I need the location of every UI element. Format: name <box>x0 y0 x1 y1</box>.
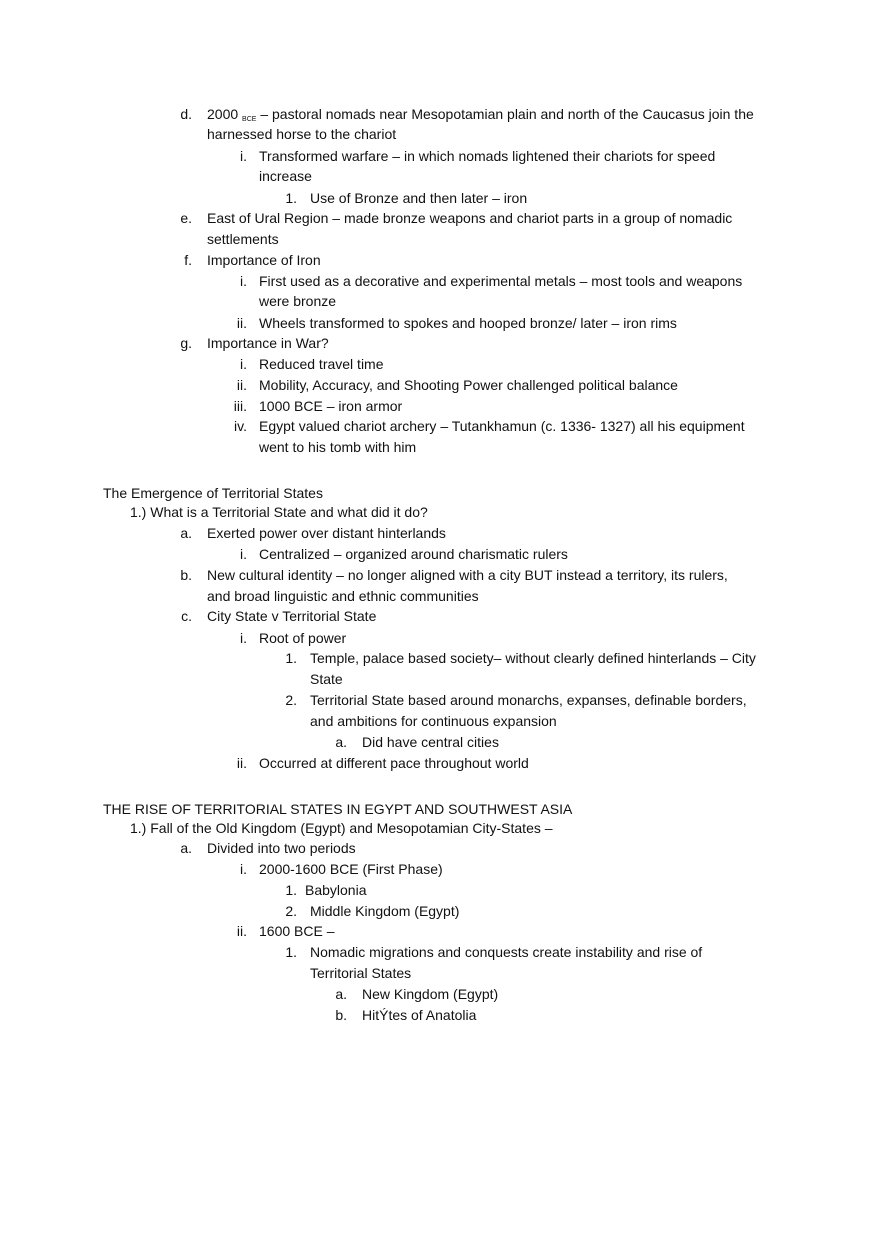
list-item-text: Reduced travel time <box>259 356 384 372</box>
list-marker: 2. <box>285 692 297 708</box>
list-marker: ii. <box>236 377 247 393</box>
list-marker: 1. <box>285 190 297 206</box>
list-item-text: Did have central cities <box>362 734 499 750</box>
list-item-text: New cultural identity – no longer aligned with a city BUT instead a territory, its rulers, <box>207 567 728 583</box>
list-marker: d. <box>180 106 192 122</box>
list-marker: 1. <box>285 944 297 960</box>
list-item-text: 1600 BCE – <box>259 923 335 939</box>
list-marker: a. <box>335 986 347 1002</box>
list-item-continuation: State <box>310 671 343 687</box>
list-item-continuation: increase <box>259 168 312 184</box>
list-item-continuation: were bronze <box>259 293 337 309</box>
list-item-text: Exerted power over distant hinterlands <box>207 525 446 541</box>
list-item-text: Mobility, Accuracy, and Shooting Power challenged political balance <box>259 377 678 393</box>
list-marker: a. <box>180 840 192 856</box>
list-marker: g. <box>180 335 192 351</box>
list-item-text: Middle Kingdom (Egypt) <box>310 903 460 919</box>
list-item-continuation: Territorial States <box>310 965 412 981</box>
list-marker: i. <box>240 356 247 372</box>
section-heading: The Emergence of Territorial States <box>103 485 323 501</box>
list-item-text: New Kingdom (Egypt) <box>362 986 499 1002</box>
list-item-text: 2000-1600 BCE (First Phase) <box>259 861 443 877</box>
list-item-text: Territorial State based around monarchs, expanses, definable borders, <box>310 692 747 708</box>
list-marker: i. <box>240 546 247 562</box>
list-item-text: 1000 BCE – iron armor <box>259 398 403 414</box>
list-item-text: First used as a decorative and experimental metals – most tools and weapons <box>259 273 743 289</box>
list-item-d <box>207 105 754 127</box>
list-marker: e. <box>180 210 192 226</box>
era-label: BCE <box>242 116 257 123</box>
list-marker: ii. <box>236 315 247 331</box>
list-item-text: Importance of Iron <box>207 252 321 268</box>
list-item-continuation: and broad linguistic and ethnic communities <box>207 588 479 604</box>
list-marker: iv. <box>234 418 247 434</box>
list-marker: i. <box>240 273 247 289</box>
list-item-text: Babylonia <box>305 882 367 898</box>
list-item-text: – pastoral nomads near Mesopotamian plain and north of the Caucasus join the <box>260 106 754 122</box>
numbered-question: 1.) Fall of the Old Kingdom (Egypt) and Mesopotamian City-States – <box>130 820 553 836</box>
list-marker: a. <box>180 525 192 541</box>
list-marker: a. <box>335 734 347 750</box>
list-item-continuation: and ambitions for continuous expansion <box>310 713 557 729</box>
list-marker: iii. <box>233 398 247 414</box>
list-item-continuation: went to his tomb with him <box>259 439 417 455</box>
list-item-text: Wheels transformed to spokes and hooped bronze/ later – iron rims <box>259 315 677 331</box>
list-marker: c. <box>181 608 192 624</box>
list-marker: b. <box>180 567 192 583</box>
list-marker: 2. <box>285 903 297 919</box>
list-item-text: Egypt valued chariot archery – Tutankhamun (c. 1336- 1327) all his equipment <box>259 418 745 434</box>
list-item-text: Root of power <box>259 630 347 646</box>
list-marker: 1. <box>285 882 297 898</box>
list-marker: i. <box>240 148 247 164</box>
list-marker: i. <box>240 630 247 646</box>
list-item-continuation: harnessed horse to the chariot <box>207 126 397 142</box>
list-marker: 1. <box>285 650 297 666</box>
list-item-text: Centralized – organized around charismatic rulers <box>259 546 568 562</box>
list-item-text: Nomadic migrations and conquests create instability and rise of <box>310 944 703 960</box>
list-item-text: Use of Bronze and then later – iron <box>310 190 528 206</box>
list-item-text: Divided into two periods <box>207 840 356 856</box>
list-item-text: Temple, palace based society– without clearly defined hinterlands – City <box>310 650 756 666</box>
section-heading: THE RISE OF TERRITORIAL STATES IN EGYPT AND SOUTHWEST ASIA <box>103 801 573 817</box>
list-marker: i. <box>240 861 247 877</box>
list-item-text: East of Ural Region – made bronze weapons and chariot parts in a group of nomadic <box>207 210 733 226</box>
year: 2000 <box>207 106 239 122</box>
list-item-text: Occurred at different pace throughout world <box>259 755 529 771</box>
list-item-text: Importance in War? <box>207 335 329 351</box>
list-item-text: City State v Territorial State <box>207 608 377 624</box>
numbered-question: 1.) What is a Territorial State and what did it do? <box>130 504 428 520</box>
list-marker: ii. <box>236 923 247 939</box>
list-item-continuation: settlements <box>207 231 279 247</box>
list-item-text: Transformed warfare – in which nomads lightened their chariots for speed <box>259 148 716 164</box>
list-marker: f. <box>184 252 192 268</box>
list-item-text: HitÝtes of Anatolia <box>362 1007 477 1023</box>
list-marker: b. <box>335 1007 347 1023</box>
list-marker: ii. <box>236 755 247 771</box>
